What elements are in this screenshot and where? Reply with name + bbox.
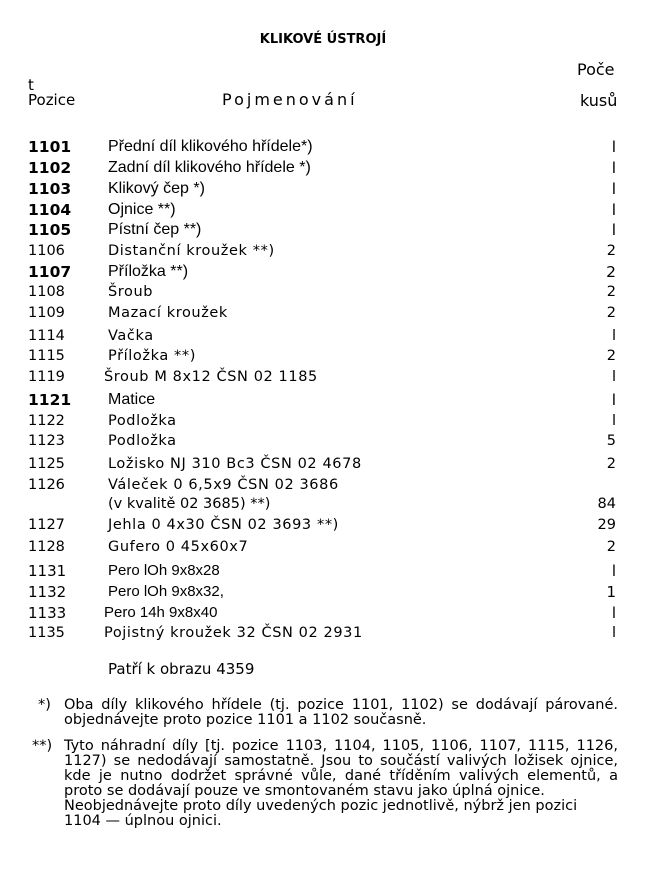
row-name: Pojistný kroužek 32 ČSN 02 2931 [104,625,363,641]
header-position: Pozice [28,91,76,109]
row-quantity: 2 [606,456,616,472]
table-row [0,413,646,433]
row-name: Mazací kroužek [108,305,228,321]
row-quantity: 2 [606,539,616,555]
table-row [0,138,646,158]
row-name: Podložka [108,433,177,449]
figure-reference: Patří k obrazu 4359 [108,660,255,678]
row-position: 1132 [28,583,67,601]
row-name: Pístní čep **) [108,221,202,238]
row-quantity: 2 [606,263,616,281]
row-name: Pero 14h 9x8x40 [104,604,218,621]
table-row [0,201,646,221]
table-row [0,243,646,263]
row-position: 1135 [28,625,65,641]
row-name: Ložisko NJ 310 Bc3 ČSN 02 4678 [108,456,362,472]
table-row [0,583,646,603]
row-position: 1123 [28,433,65,449]
row-quantity: l [611,159,616,177]
footnote-mark: *) [38,697,51,713]
table-row [0,456,646,476]
header-position-t: t [28,76,34,94]
row-quantity: l [611,180,616,198]
table-row [0,391,646,411]
row-position: 1127 [28,517,65,533]
row-name: Příložka **) [108,263,189,280]
row-quantity: l [611,138,616,156]
row-quantity: 84 [597,496,616,512]
table-row [0,477,646,512]
row-quantity: l [611,391,616,409]
row-position: 1125 [28,456,65,472]
table-row [0,221,646,241]
footnote-text: Oba díly klikového hřídele (tj. pozice 1101, 1102) se dodávají párované. objednávejte proto pozice 1101 a 1102 současně. [64,697,618,728]
row-name: Pero lOh 9x8x28 [108,562,220,579]
header-name: Pojmenování [222,90,358,109]
row-quantity: l [611,625,616,641]
row-name: Distanční kroužek **) [108,243,275,259]
row-name: Pero lOh 9x8x32, [108,583,224,600]
row-position: 1105 [28,221,72,239]
table-row [0,159,646,179]
row-quantity: l [611,369,616,385]
row-quantity: 2 [606,243,616,259]
row-quantity: l [611,201,616,219]
row-position: 1104 [28,201,72,219]
row-quantity: 1 [606,583,616,601]
header-quantity-line2: kusů [580,91,618,110]
row-name: Šroub [108,284,154,300]
footnote-body [64,739,618,829]
table-row [0,433,646,453]
row-name: Vačka [108,328,154,344]
row-position: 1102 [28,159,72,177]
header-quantity-line1: Poče [577,60,615,79]
footnote-text-continuation: Neobjednávejte proto díly uvedených pozic jednotlivě, nýbrž jen pozici 1104 — úplnou ojnici. [64,798,578,829]
row-position: 1133 [28,604,67,622]
page-title: KLIKOVÉ ÚSTROJÍ [259,32,387,47]
table-row [0,348,646,368]
row-position: 1114 [28,328,65,344]
row-position: 1119 [28,369,65,385]
row-position: 1128 [28,539,65,555]
table-row [0,562,646,582]
table-row [0,284,646,304]
row-quantity: l [611,604,616,622]
table-row [0,369,646,389]
row-name: Váleček 0 6,5x9 ČSN 02 3686 [108,477,339,493]
row-name: Přední díl klikového hřídele*) [108,138,313,155]
row-position: 1131 [28,562,67,580]
table-row [0,604,646,624]
row-name: Klikový čep *) [108,180,205,197]
row-quantity: 2 [606,305,616,321]
row-quantity: 5 [606,433,616,449]
row-name: Jehla 0 4x30 ČSN 02 3693 **) [108,517,339,533]
row-position: 1126 [28,477,65,493]
row-position: 1107 [28,263,72,281]
row-name: Matice [108,391,156,408]
row-quantity: l [611,221,616,239]
table-row [0,180,646,200]
row-position: 1101 [28,138,72,156]
table-row [0,539,646,559]
row-position: 1108 [28,284,65,300]
row-position: 1121 [28,391,72,409]
row-name-continuation: (v kvalitě 02 3685) **) [108,496,271,512]
row-name: Ojnice **) [108,201,176,218]
table-row [0,517,646,537]
row-position: 1109 [28,305,65,321]
row-quantity: l [611,328,616,344]
footnote-text: Tyto náhradní díly [tj. pozice 1103, 1104, 1105, 1106, 1107, 1115, 1126, 1127) se nedodávají samostatně. Jsou to součástí valivých ložisek ojnice, kde je nutno dodržet správné vůle, dané tříděním valivých elementů, a proto se dodávají pouze ve smontovaném stavu jako úplná ojnice. [64,738,618,799]
row-name: Šroub M 8x12 ČSN 02 1185 [104,369,318,385]
row-name: Příložka **) [108,348,196,364]
table-row [0,328,646,348]
table-row [0,305,646,325]
row-position: 1115 [28,348,65,364]
row-name: Zadní díl klikového hřídele *) [108,159,311,176]
row-name: Gufero 0 45x60x7 [108,539,249,555]
table-row [0,263,646,283]
row-quantity: 29 [597,517,616,533]
table-row [0,625,646,645]
row-quantity: l [611,562,616,580]
footnote-mark: **) [32,738,53,754]
row-position: 1106 [28,243,65,259]
row-quantity: 2 [606,284,616,300]
row-quantity: 2 [606,348,616,364]
row-position: 1103 [28,180,72,198]
row-name: Podložka [108,413,177,429]
row-quantity: l [611,413,616,429]
row-position: 1122 [28,413,65,429]
